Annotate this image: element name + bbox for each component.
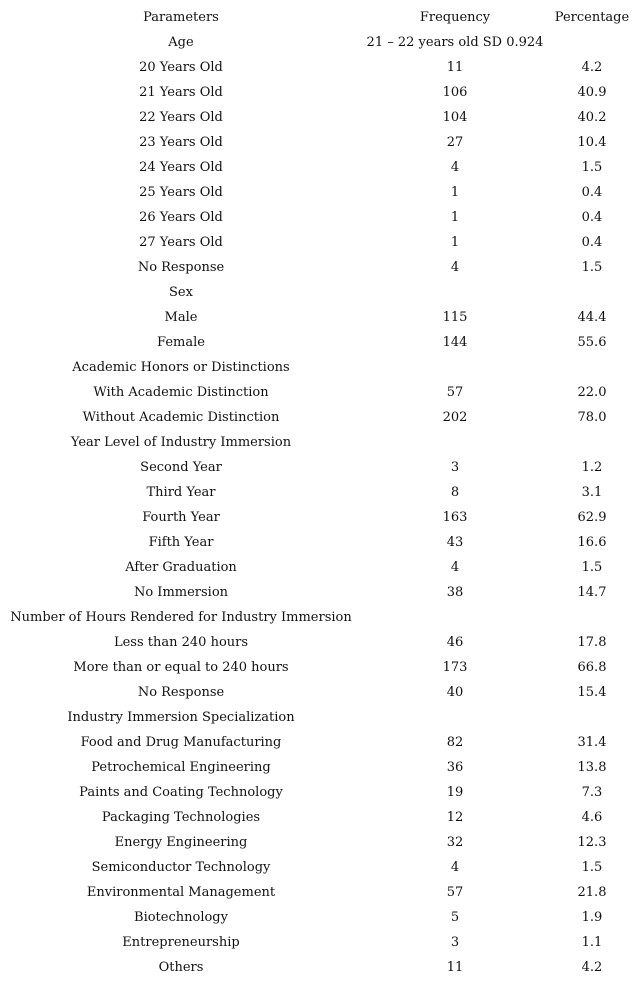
parameter-cell: 20 Years Old: [139, 60, 223, 75]
frequency-cell: 11: [446, 60, 464, 75]
header-parameters: Parameters: [143, 10, 219, 25]
table-row: [0, 205, 636, 230]
parameter-cell: Industry Immersion Specialization: [67, 710, 295, 725]
parameter-cell: 22 Years Old: [139, 110, 223, 125]
frequency-cell: 163: [442, 510, 468, 525]
percentage-cell: 62.9: [577, 510, 607, 525]
percentage-cell: 17.8: [577, 635, 607, 650]
parameter-cell: 27 Years Old: [139, 235, 223, 250]
parameter-cell: Others: [158, 960, 204, 975]
frequency-cell: 27: [446, 135, 464, 150]
table-header-row: [0, 5, 636, 30]
percentage-cell: 13.8: [577, 760, 607, 775]
table-row: [0, 705, 636, 730]
frequency-cell: 144: [442, 335, 468, 350]
frequency-cell: 5: [450, 910, 460, 925]
frequency-cell: 32: [446, 835, 464, 850]
frequency-cell: 1: [450, 210, 460, 225]
frequency-cell: 202: [442, 410, 468, 425]
frequency-cell: 1: [450, 235, 460, 250]
table-row: [0, 180, 636, 205]
percentage-cell: 78.0: [577, 410, 607, 425]
table-row: [0, 555, 636, 580]
parameter-cell: Petrochemical Engineering: [91, 760, 271, 775]
frequency-cell: 173: [442, 660, 468, 675]
table-row: [0, 355, 636, 380]
table-row: [0, 855, 636, 880]
frequency-cell: 36: [446, 760, 464, 775]
frequency-cell: 11: [446, 960, 464, 975]
percentage-cell: 21.8: [577, 885, 607, 900]
percentage-cell: 3.1: [581, 485, 603, 500]
percentage-cell: 1.5: [581, 860, 603, 875]
parameter-cell: Fourth Year: [142, 510, 220, 525]
parameter-cell: Food and Drug Manufacturing: [80, 735, 282, 750]
table-row: [0, 130, 636, 155]
percentage-cell: 14.7: [577, 585, 607, 600]
percentage-cell: 1.1: [581, 935, 603, 950]
parameter-cell: No Immersion: [133, 585, 229, 600]
parameter-cell: Biotechnology: [134, 910, 228, 925]
percentage-cell: 0.4: [581, 210, 603, 225]
parameter-cell: Paints and Coating Technology: [79, 785, 283, 800]
parameter-cell: Environmental Management: [86, 885, 276, 900]
table-row: [0, 280, 636, 305]
percentage-cell: 4.6: [581, 810, 603, 825]
percentage-cell: 1.5: [581, 560, 603, 575]
frequency-cell: 106: [442, 85, 468, 100]
frequency-cell: 38: [446, 585, 464, 600]
frequency-cell: 12: [446, 810, 464, 825]
percentage-cell: 4.2: [581, 60, 603, 75]
table-row: [0, 155, 636, 180]
table-row: [0, 230, 636, 255]
percentage-cell: 12.3: [577, 835, 607, 850]
parameter-cell: Second Year: [140, 460, 222, 475]
percentage-cell: 0.4: [581, 235, 603, 250]
parameter-cell: No Response: [137, 685, 225, 700]
parameter-cell: No Response: [137, 260, 225, 275]
header-percentage: Percentage: [554, 10, 630, 25]
table-row: [0, 105, 636, 130]
parameter-cell: 24 Years Old: [139, 160, 223, 175]
parameter-cell: Semiconductor Technology: [91, 860, 271, 875]
parameter-cell: Year Level of Industry Immersion: [70, 435, 292, 450]
frequency-cell: 4: [450, 560, 460, 575]
percentage-cell: 16.6: [577, 535, 607, 550]
table-row: [0, 405, 636, 430]
parameter-cell: 21 Years Old: [139, 85, 223, 100]
frequency-cell: 4: [450, 260, 460, 275]
parameter-cell: 23 Years Old: [139, 135, 223, 150]
table-row: [0, 530, 636, 555]
table-row: [0, 580, 636, 605]
parameter-cell: With Academic Distinction: [93, 385, 269, 400]
table-row: [0, 655, 636, 680]
percentage-cell: 66.8: [577, 660, 607, 675]
demographics-table: [0, 5, 636, 980]
frequency-cell: 4: [450, 160, 460, 175]
parameter-cell: Without Academic Distinction: [82, 410, 280, 425]
parameter-cell: Third Year: [146, 485, 216, 500]
header-frequency: Frequency: [419, 10, 491, 25]
percentage-cell: 4.2: [581, 960, 603, 975]
percentage-cell: 40.2: [577, 110, 607, 125]
frequency-cell: 40: [446, 685, 464, 700]
frequency-cell: 19: [446, 785, 464, 800]
table-row: [0, 680, 636, 705]
table-row: [0, 955, 636, 980]
frequency-cell: 21 – 22 years old SD 0.924: [366, 35, 544, 50]
percentage-cell: 1.5: [581, 260, 603, 275]
frequency-cell: 57: [446, 885, 464, 900]
frequency-cell: 57: [446, 385, 464, 400]
parameter-cell: Energy Engineering: [114, 835, 248, 850]
parameter-cell: Number of Hours Rendered for Industry Immersion: [10, 610, 352, 625]
frequency-cell: 43: [446, 535, 464, 550]
percentage-cell: 7.3: [581, 785, 603, 800]
table-row: [0, 505, 636, 530]
table-row: [0, 305, 636, 330]
percentage-cell: 40.9: [577, 85, 607, 100]
percentage-cell: 55.6: [577, 335, 607, 350]
parameter-cell: 25 Years Old: [139, 185, 223, 200]
table-row: [0, 380, 636, 405]
percentage-cell: 44.4: [577, 310, 607, 325]
parameter-cell: Male: [164, 310, 198, 325]
table-row: [0, 880, 636, 905]
percentage-cell: 1.2: [581, 460, 603, 475]
table-row: [0, 730, 636, 755]
table-row: [0, 330, 636, 355]
table-row: [0, 430, 636, 455]
parameter-cell: Entrepreneurship: [122, 935, 240, 950]
frequency-cell: 3: [450, 460, 460, 475]
table-row: [0, 80, 636, 105]
parameter-cell: 26 Years Old: [139, 210, 223, 225]
frequency-cell: 104: [442, 110, 468, 125]
frequency-cell: 82: [446, 735, 464, 750]
table-row: [0, 780, 636, 805]
table-row: [0, 805, 636, 830]
parameter-cell: Academic Honors or Distinctions: [72, 360, 290, 375]
percentage-cell: 10.4: [577, 135, 607, 150]
percentage-cell: 31.4: [577, 735, 607, 750]
parameter-cell: More than or equal to 240 hours: [73, 660, 289, 675]
parameter-cell: Less than 240 hours: [113, 635, 249, 650]
frequency-cell: 3: [450, 935, 460, 950]
parameter-cell: Female: [157, 335, 205, 350]
table-row: [0, 480, 636, 505]
table-row: [0, 55, 636, 80]
table-row: [0, 905, 636, 930]
percentage-cell: 0.4: [581, 185, 603, 200]
percentage-cell: 22.0: [577, 385, 607, 400]
parameter-cell: Fifth Year: [148, 535, 214, 550]
parameter-cell: Sex: [169, 285, 193, 300]
percentage-cell: 15.4: [577, 685, 607, 700]
percentage-cell: 1.5: [581, 160, 603, 175]
table-row: [0, 30, 636, 55]
frequency-cell: 46: [446, 635, 464, 650]
frequency-cell: 8: [450, 485, 460, 500]
frequency-cell: 115: [442, 310, 468, 325]
frequency-cell: 1: [450, 185, 460, 200]
table-row: [0, 255, 636, 280]
table-row: [0, 455, 636, 480]
table-row: [0, 755, 636, 780]
table-row: [0, 630, 636, 655]
parameter-cell: Age: [168, 35, 194, 50]
table-row: [0, 930, 636, 955]
parameter-cell: Packaging Technologies: [101, 810, 261, 825]
table-row: [0, 830, 636, 855]
percentage-cell: 1.9: [581, 910, 603, 925]
parameter-cell: After Graduation: [125, 560, 237, 575]
frequency-cell: 4: [450, 860, 460, 875]
table-row: [0, 605, 636, 630]
